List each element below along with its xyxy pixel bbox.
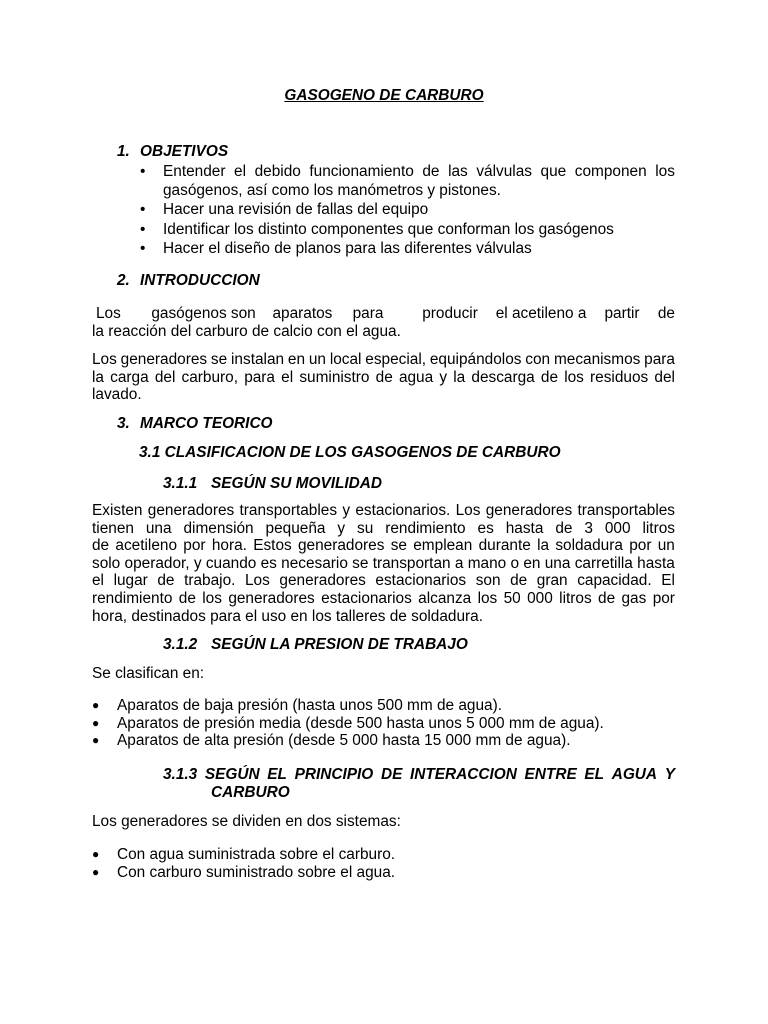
section-label: INTRODUCCION (140, 272, 260, 289)
list-item (92, 697, 677, 715)
list-item (92, 714, 677, 733)
paragraph-line: Existen generadores transportables y estacionarios. Los generadores transportables (92, 502, 675, 519)
subsection-3-1-3-heading (163, 766, 675, 802)
heading-line-1: 3.1.3 SEGÚN EL PRINCIPIO DE INTERACCION ENTRE EL AGUA Y (163, 766, 675, 783)
section-number: 1. (117, 143, 130, 160)
section-label: MARCO TEORICO (140, 415, 273, 432)
document-title: GASOGENO DE CARBURO (284, 87, 484, 104)
list-item-text: Aparatos de baja presión (hasta unos 500 mm de agua). (117, 697, 503, 714)
section-label: OBJETIVOS (140, 143, 229, 160)
subsection-3-1-2-heading (163, 636, 468, 654)
bullet-icon: ● (92, 715, 100, 730)
bullet-icon: • (140, 220, 146, 238)
paragraph-line: hora, destinados para el uso en los talleres de soldadura. (92, 607, 484, 625)
list-item (92, 732, 677, 750)
section-objetivos-heading (117, 143, 228, 161)
paragraph-line: la carga del carburo, para el suministro de agua y la descarga de los residuos del (92, 368, 675, 386)
paragraph-line: rendimiento de los generadores estacionarios alcanza los 50 000 litros de gas por (92, 589, 675, 607)
list-item-text: Hacer el diseño de planos para las diferentes válvulas (163, 239, 532, 257)
paragraph-line: Los generadores se instalan en un local especial, equipándolos con mecanismos para (92, 351, 675, 368)
section-number: 3. (117, 415, 130, 432)
bullet-icon: • (140, 201, 146, 219)
clasifican-paragraph: Se clasifican en: (92, 665, 205, 682)
intro-line-2: la reacción del carburo de calcio con el agua. (92, 322, 401, 340)
list-item (140, 220, 675, 239)
list-item-text: Identificar los distinto componentes que conforman los gasógenos (163, 220, 614, 238)
bullet-icon: • (140, 163, 146, 180)
sistemas-paragraph: Los generadores se dividen en dos sistemas: (92, 813, 401, 830)
subsection-3-1-1-heading (163, 475, 382, 493)
list-item (140, 162, 675, 200)
list-item-text: Con carburo suministrado sobre el agua. (117, 863, 396, 881)
intro-paragraph-2 (92, 351, 675, 404)
bullet-icon: ● (92, 698, 100, 712)
subsection-number: 3.1.2 (163, 636, 198, 653)
bullet-icon: ● (92, 847, 100, 861)
intro-line-1: Los gasógenos son aparatos para producir el acetileno a partir de (96, 305, 675, 322)
section-number: 2. (117, 272, 130, 289)
heading-line-2: CARBURO (211, 784, 290, 801)
bullet-icon: • (140, 239, 146, 257)
bullet-icon: ● (92, 864, 100, 879)
section-marco-teorico-heading (117, 415, 273, 433)
list-item (140, 239, 675, 258)
list-item-text: Aparatos de presión media (desde 500 hasta unos 5 000 mm de agua). (117, 714, 604, 732)
paragraph-line: el lugar de trabajo. Los generadores estacionarios son de gran capacidad. El (92, 572, 675, 590)
paragraph-line: lavado. (92, 386, 142, 404)
movilidad-paragraph (92, 502, 675, 625)
list-item-line: Entender el debido funcionamiento de las válvulas que componen los (163, 163, 675, 180)
subsection-number: 3.1.1 (163, 475, 198, 492)
subsection-label: SEGÚN SU MOVILIDAD (211, 475, 383, 492)
subsection-label: SEGÚN LA PRESION DE TRABAJO (211, 636, 468, 653)
list-item (140, 200, 675, 219)
list-item (92, 846, 677, 864)
list-item-text: Aparatos de alta presión (desde 5 000 hasta 15 000 mm de agua). (117, 732, 571, 750)
paragraph-line: solo operador, y cuando es necesario se transportan a mano o en una carretilla hasta (92, 554, 675, 572)
objetivos-list (140, 162, 675, 258)
list-item-line: gasógenos, así como los manómetros y pistones. (163, 182, 501, 200)
paragraph-line: de acetileno por hora. Estos generadores se emplean durante la soldadura por un (92, 537, 675, 555)
paragraph-line: tienen una dimensión pequeña y su rendimiento es hasta de 3 000 litros (92, 519, 675, 537)
sistemas-list (92, 846, 677, 881)
bullet-icon: ● (92, 733, 100, 748)
subsection-3-1-heading: 3.1 CLASIFICACION DE LOS GASOGENOS DE CARBURO (139, 444, 561, 461)
list-item (92, 863, 677, 882)
list-item-text: Hacer una revisión de fallas del equipo (163, 201, 429, 219)
section-introduccion-heading (117, 272, 260, 290)
list-item-text: Con agua suministrada sobre el carburo. (117, 846, 396, 863)
presion-list (92, 697, 677, 750)
intro-paragraph-1 (92, 305, 675, 340)
